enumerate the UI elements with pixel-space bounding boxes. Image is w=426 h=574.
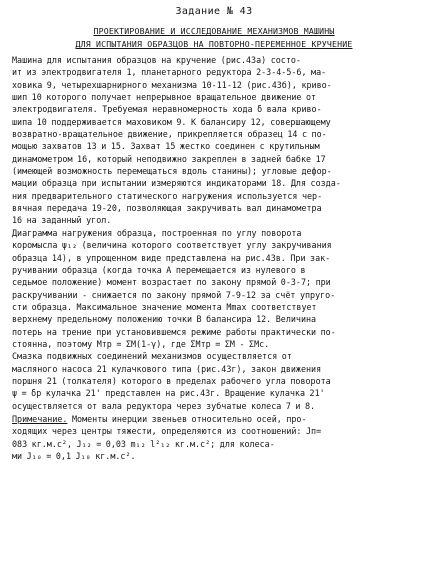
paragraph-machine-description [12,54,416,227]
text-line: седьмое положение) момент возрастает по закону прямой 0-3-7; при [12,277,331,288]
title-line: ДЛЯ ИСПЫТАНИЯ ОБРАЗЦОВ НА ПОВТОРНО-ПЕРЕМЕННОЕ КРУЧЕНИЕ [75,39,353,49]
text-line: ми J₁₀ = 0,1 J₁₀ кг.м.с². [12,451,136,461]
text-line: мации образца при испытании измеряются индикаторами 18. Для созда- [12,178,341,189]
text-line: Диаграмма нагружения образца, построенная по углу поворота [12,227,302,238]
text-line: возвратно-вращательное движение, прикрепляется образец 14 с по- [12,129,327,140]
text-line: потерь на трение при установившемся режиме работы практически по- [12,326,336,337]
note-block [12,413,416,462]
text-line: стоянна, поэтому Mтр = ΣM(1-γ), где ΣMтр = ΣM - ΣMc. [12,338,270,349]
text-line: Машина для испытания образцов на кручение (рис.43а) состо- [12,55,301,65]
text-line: Смазка подвижных соединений механизмов осуществляется от [12,351,292,362]
note-heading: Примечание. [12,413,68,424]
text-line: ручивании образца (когда точка А перемещается из нулевого в [12,264,306,275]
text-line: поршня 21 (толкателя) которого в пределах рабочего угла поворота [12,375,331,386]
text-line: 083 кг.м.с², J₁₂ = 0,03 m₁₂ l²₁₂ кг.м.с²; для колеса- [12,438,275,449]
text-line: коромысла ψ₁₂ (величина которого соответствует углу закручивания [12,240,332,251]
title-line: ПРОЕКТИРОВАНИЕ И ИССЛЕДОВАНИЕ МЕХАНИЗМОВ МАШИНЫ [93,26,335,36]
text-line: сти образца. Максимальное значение момента Mmax соответствует [12,301,317,312]
text-line: динамометром 16, который неподвижно закреплен в задней бабке 17 [12,153,326,164]
text-line: шип 10 которого получает непрерывное вращательное движение от [12,92,317,103]
paragraph-load-diagram [12,227,416,412]
text-line [12,413,416,425]
text-line: образца 14), в упрощенном виде представлена на рис.43в. При зак- [12,252,331,263]
assignment-number: Задание № 43 [175,6,253,17]
text-line: осуществляется от вала редуктора через зубчатые колеса 7 и 8. [12,400,316,411]
text-line: ит из электродвигателя 1, планетарного редуктора 2-3-4-5-6, ма- [12,67,327,78]
text-line: ховика 9, четырехшарнирного механизма 10-11-12 (рис.43б), криво- [12,79,332,90]
text-line: 16 на заданный угол. [12,215,112,226]
text-line: ψ = δр кулачка 21' представлен на рис.43г. Вращение кулачка 21' [12,388,325,399]
text-line: раскручивании - снижается по закону прямой 7-9-12 за счёт упруго- [12,289,336,300]
text-line: вячная передача 19-20, позволяющая закручивать вал динамометра [12,203,322,214]
note-text: Моменты инерции звеньев относительно осей, про- [67,413,307,424]
text-line: шипа 10 поддерживается маховиком 9. К балансиру 12, совершающему [12,116,331,127]
text-line: ходящих через центры тяжести, определяются из соотношений: Jп= [12,426,322,437]
text-line: (имеющей возможность перемещаться вдоль станины); угловые дефор- [12,166,332,177]
text-line: мощью захватов 13 и 15. Захват 15 жестко соединен с крутильным [12,141,320,152]
text-line: электродвигателя. Требуемая неравномерность хода δ вала криво- [12,104,322,115]
document-title [12,25,416,51]
text-line: масляного насоса 21 кулачкового типа (рис.43г), закон движения [12,363,322,374]
text-line: верхнему предельному положению точки B балансира 12. Величина [12,314,317,325]
text-line: ния предварительного статического нагружения используется чер- [12,190,323,201]
